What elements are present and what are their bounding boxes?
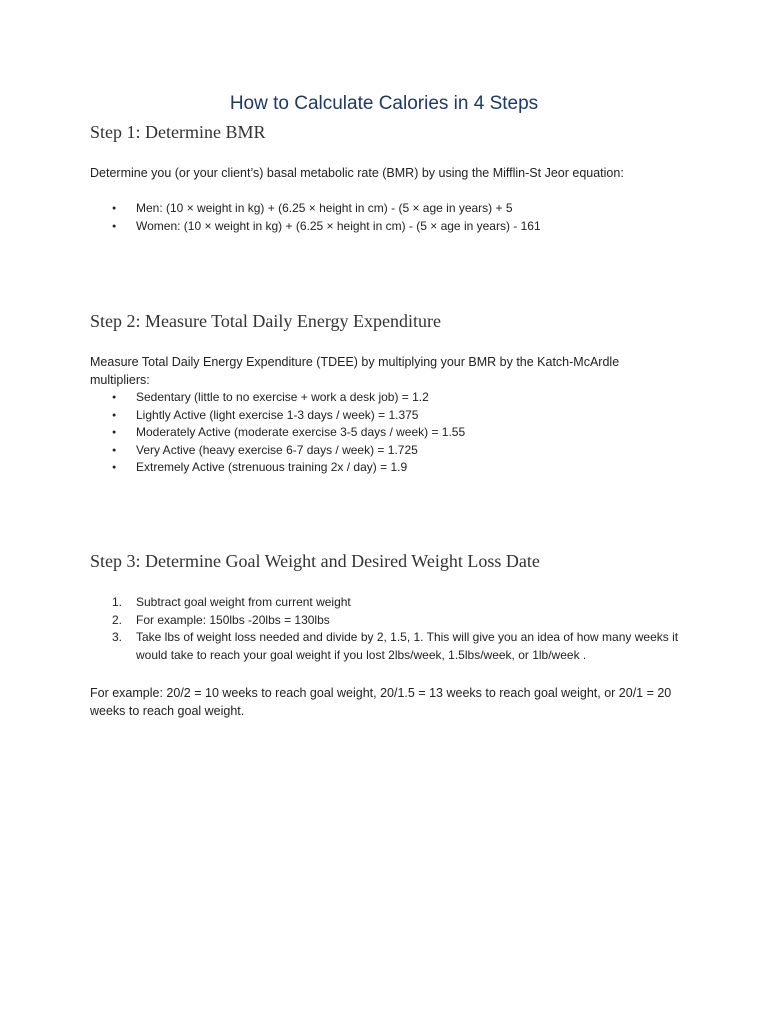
step3-example-wrap (90, 684, 680, 720)
step3-list (90, 594, 680, 664)
step1-body (90, 164, 680, 182)
step1-heading: Step 1: Determine BMR (90, 122, 266, 142)
step2-heading: Step 2: Measure Total Daily Energy Expenditure (90, 311, 441, 331)
list-number: 3. (112, 630, 123, 644)
list-text: Take lbs of weight loss needed and divide by 2, 1.5, 1. This will give you an idea of how many weeks it would take to reach your goal weight if you lost 2lbs/week, 1.5lbs/week, or 1lb/week . (136, 630, 679, 662)
step1-intro: Determine you (or your client’s) basal metabolic rate (BMR) by using the Mifflin-St Jeor equation: (90, 166, 624, 180)
list-item: ● Moderately Active (moderate exercise 3-5 days / week) = 1.55 (90, 424, 680, 442)
list-item (90, 629, 680, 664)
step3-heading: Step 3: Determine Goal Weight and Desired Weight Loss Date (90, 551, 540, 571)
list-number: 2. (112, 612, 123, 627)
step2-list-wrap (90, 389, 680, 477)
step1-list-wrap (90, 200, 680, 235)
step2-list (90, 389, 680, 477)
list-text: For example: 150lbs -20lbs = 130lbs (136, 612, 330, 627)
step2-section (90, 311, 680, 332)
step2-body (90, 353, 680, 389)
page-title: How to Calculate Calories in 4 Steps (229, 93, 539, 114)
step3-section (90, 551, 680, 572)
list-text: Subtract goal weight from current weight (136, 595, 351, 609)
list-item: ● Extremely Active (strenuous training 2x / day) = 1.9 (90, 459, 680, 477)
list-item: ● Women: (10 × weight in kg) + (6.25 × height in cm) - (5 × age in years) - 161 (90, 218, 680, 236)
list-item (90, 612, 680, 630)
list-item (90, 594, 680, 612)
list-item: ● Men: (10 × weight in kg) + (6.25 × height in cm) - (5 × age in years) + 5 (90, 200, 680, 218)
list-number: 1. (112, 595, 123, 609)
step1-list (90, 200, 680, 235)
step3-list-wrap (90, 594, 680, 664)
list-item: ● Lightly Active (light exercise 1-3 days / week) = 1.375 (90, 407, 680, 425)
list-item: ● Very Active (heavy exercise 6-7 days / week) = 1.725 (90, 442, 680, 460)
step1-section (90, 122, 680, 143)
step3-example: For example: 20/2 = 10 weeks to reach goal weight, 20/1.5 = 13 weeks to reach goal weight, or 20/1 = 20 weeks to reach goal weight. (90, 686, 672, 718)
list-item: ● Sedentary (little to no exercise + work a desk job) = 1.2 (90, 389, 680, 407)
step2-intro: Measure Total Daily Energy Expenditure (TDEE) by multiplying your BMR by the Katch-McArdle multipliers: (90, 355, 620, 387)
